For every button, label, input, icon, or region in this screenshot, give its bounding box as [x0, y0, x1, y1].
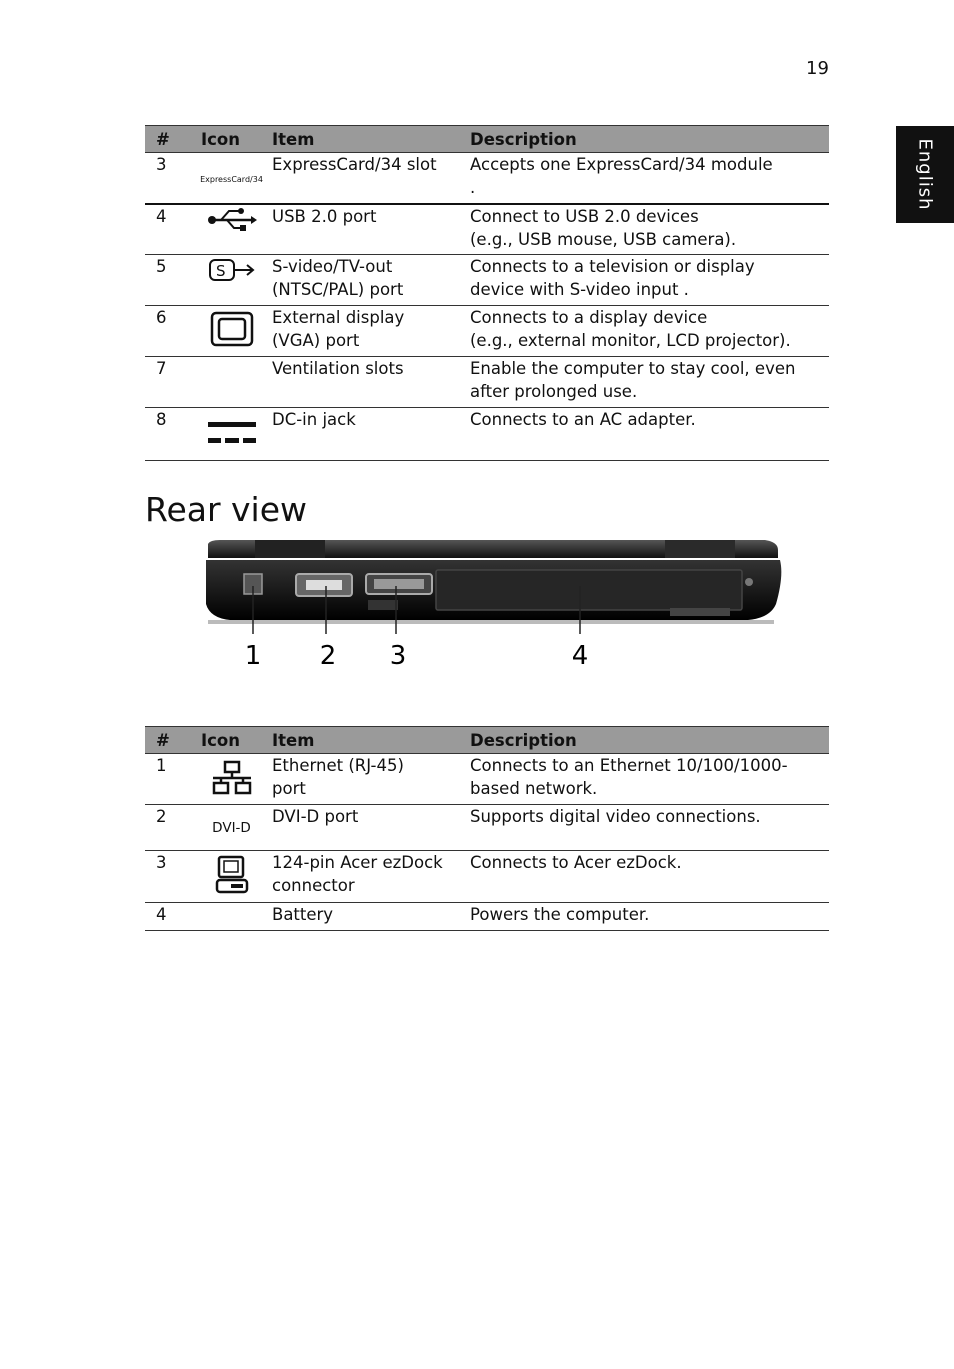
table-row	[145, 408, 829, 461]
row-item-line: Ethernet (RJ-45)	[272, 756, 404, 775]
ezdock-icon	[191, 855, 272, 895]
vga-display-icon	[191, 311, 272, 347]
s-video-icon	[191, 255, 272, 285]
row-num: 8	[156, 410, 167, 429]
row-desc-line: Connects to a display device	[470, 308, 708, 327]
row-desc-line: Enable the computer to stay cool, even	[470, 359, 796, 378]
table-row	[145, 153, 829, 204]
row-desc-line: after prolonged use.	[470, 382, 638, 401]
row-item-line: 124-pin Acer ezDock	[272, 853, 443, 872]
language-tab-label: English	[914, 138, 936, 211]
row-item-line: External display	[272, 308, 405, 327]
row-num: 5	[156, 257, 167, 276]
usb-icon	[191, 205, 272, 235]
row-num: 4	[156, 905, 167, 924]
header-icon: Icon	[201, 727, 272, 754]
header-item: Item	[272, 727, 470, 754]
svg-text:S: S	[215, 262, 226, 280]
row-item: Battery	[272, 903, 470, 931]
row-item: DC-in jack	[272, 408, 470, 461]
row-item-line: S-video/TV-out	[272, 257, 393, 276]
row-item: DVI-D port	[272, 805, 470, 851]
table-row	[145, 851, 829, 903]
row-item: USB 2.0 port	[272, 204, 470, 255]
table-row	[145, 357, 829, 408]
row-desc-line: device with S-video input .	[470, 280, 689, 299]
rear-view-heading: Rear view	[145, 490, 308, 529]
page-number: 19	[806, 58, 829, 79]
header-item: Item	[272, 126, 470, 153]
table-row	[145, 805, 829, 851]
row-item-line: port	[272, 779, 306, 798]
callout-3: 3	[389, 641, 407, 671]
ethernet-icon	[191, 760, 272, 796]
row-item-line: (VGA) port	[272, 331, 360, 350]
table-row	[145, 204, 829, 255]
row-num: 4	[156, 206, 167, 226]
row-desc-line: Connects to Acer ezDock.	[470, 853, 682, 872]
header-icon: Icon	[201, 126, 272, 153]
row-desc-line: (e.g., external monitor, LCD projector).	[470, 331, 791, 350]
row-num: 2	[156, 807, 167, 826]
row-desc-line: Connects to a television or display	[470, 257, 755, 276]
table-row	[145, 754, 829, 805]
row-item: ExpressCard/34 slot	[272, 153, 470, 204]
row-item-line: connector	[272, 876, 355, 895]
row-desc-line: .	[470, 178, 476, 197]
expresscard-icon: ExpressCard/34	[200, 175, 263, 184]
table-header-row	[145, 126, 829, 153]
table-header-row	[145, 727, 829, 754]
row-num: 3	[156, 853, 167, 872]
row-desc-line: (e.g., USB mouse, USB camera).	[470, 229, 737, 249]
header-num: #	[156, 730, 170, 750]
header-description: Description	[470, 727, 829, 754]
row-desc-line: based network.	[470, 779, 598, 798]
callout-4: 4	[571, 641, 589, 671]
row-item: Ventilation slots	[272, 357, 470, 408]
callout-2: 2	[319, 641, 337, 671]
row-num: 3	[156, 155, 167, 174]
rear-view-ports-table	[145, 726, 829, 931]
table-row	[145, 903, 829, 931]
laptop-rear-view-image	[200, 536, 785, 676]
language-tab	[896, 126, 954, 223]
row-num: 6	[156, 308, 167, 327]
dc-in-icon	[191, 420, 272, 446]
table-row	[145, 306, 829, 357]
row-desc-line: Accepts one ExpressCard/34 module	[470, 155, 773, 174]
row-desc-line: Powers the computer.	[470, 905, 650, 924]
header-num: #	[156, 129, 170, 149]
row-desc-line: Supports digital video connections.	[470, 807, 761, 826]
row-num: 7	[156, 359, 167, 378]
row-num: 1	[156, 756, 167, 775]
row-desc-line: Connects to an Ethernet 10/100/1000-	[470, 756, 788, 775]
row-item-line: (NTSC/PAL) port	[272, 280, 404, 299]
table-row	[145, 255, 829, 306]
callout-1: 1	[244, 641, 262, 671]
row-desc-line: Connect to USB 2.0 devices	[470, 206, 699, 226]
row-desc-line: Connects to an AC adapter.	[470, 410, 696, 429]
left-view-ports-table	[145, 125, 829, 461]
header-description: Description	[470, 126, 829, 153]
dvi-d-icon: DVI-D	[212, 820, 251, 836]
